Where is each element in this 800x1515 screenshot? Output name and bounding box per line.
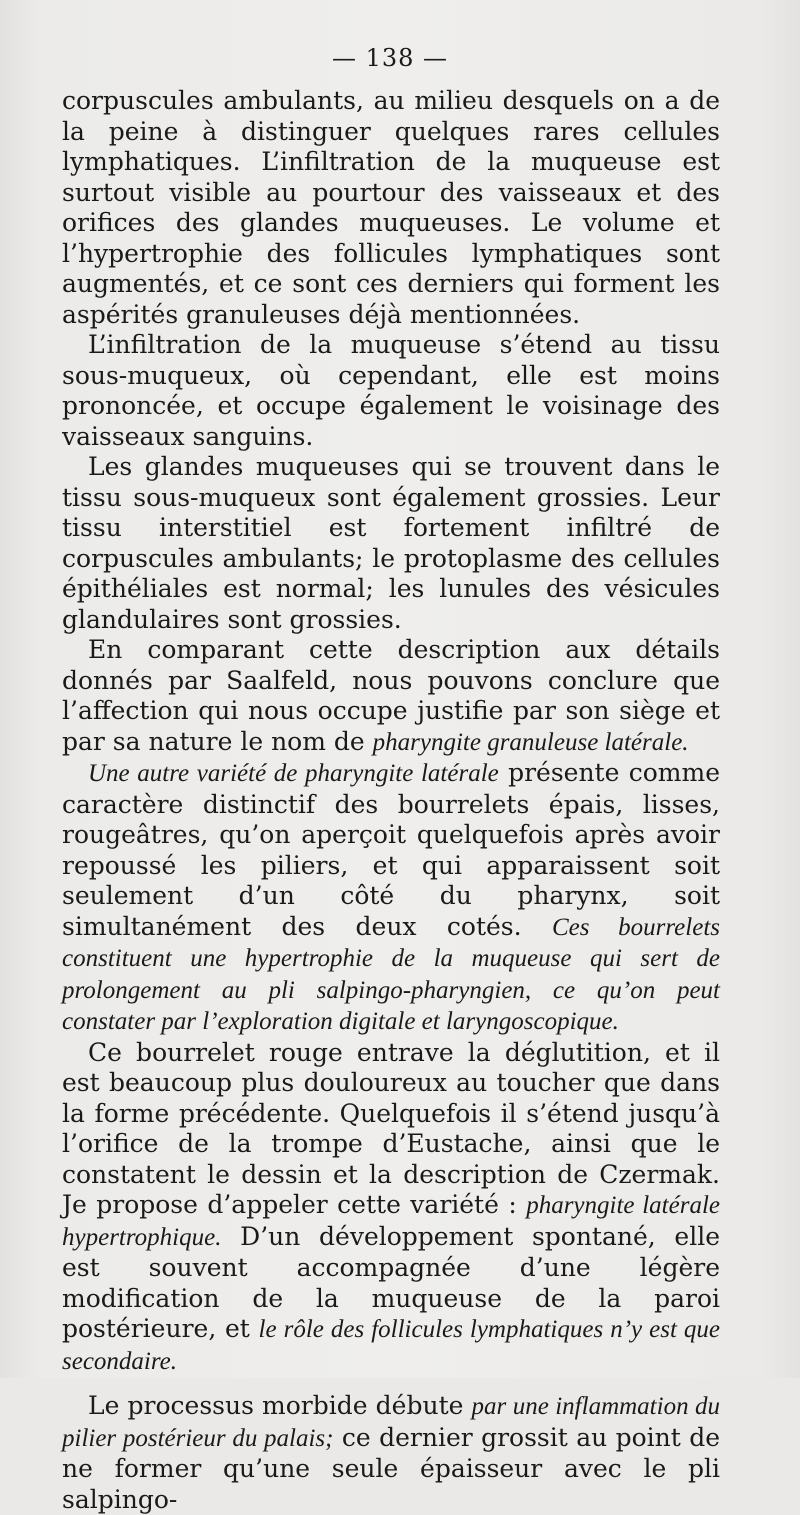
paragraph: [62, 1391, 720, 1515]
italic-text-run: Ces bourrelets constituent une hypertrophie de la muqueuse qui sert de prolongement au pli salpingo-pharyngien, ce qu’on peut constater par l’exploration digitale et laryngoscopique.: [62, 913, 720, 1035]
text-run: L’infiltration de la muqueuse s’étend au tissu sous-muqueux, où cependant, elle est moins prononcée, et occupe également le voisinage des vaisseaux sanguins.: [62, 330, 720, 451]
italic-text-run: Une autre variété de pharyngite latérale: [88, 760, 499, 787]
text-run: Le processus morbide débute: [88, 1391, 472, 1420]
paragraph: [62, 452, 720, 635]
text-run: ce dernier grossit au point de ne former qu’une seule épaisseur avec le pli salpingo-: [62, 1422, 720, 1514]
paragraph: [62, 86, 720, 330]
paragraph: [62, 1038, 720, 1378]
text-run: En comparant cette description aux détails donnés par Saalfeld, nous pouvons conclure que l’affection qui nous occupe justifie par son siège et par sa nature le nom de: [62, 635, 720, 756]
italic-text-run: le rôle des follicules lymphatiques n’y est que secondaire.: [62, 1316, 721, 1375]
text-run: Ce bourrelet rouge entrave la déglutition, et il est beaucoup plus douloureux au toucher que dans la forme précédente. Quelquefois il s’étend jusqu’à l’orifice de la trompe d’Eustache, ainsi que le constatent le dessin et la description de Czermak. Je propose d’appeler cette variété :: [62, 1037, 720, 1219]
page-number: — 138 —: [331, 44, 449, 72]
paragraph: [62, 330, 720, 452]
text-run: corpuscules ambulants, au milieu desquels on a de la peine à distinguer quelques rares cellules lymphatiques. L’infiltration de la muqueuse est surtout visible au pourtour des vaisseaux et des orifices des glandes muqueuses. Le volume et l’hypertrophie des follicules lymphatiques sont augmentés, et ce sont ces derniers qui forment les aspérités granuleuses déjà mentionnées.: [62, 86, 720, 329]
italic-text-run: pharyngite granuleuse latérale.: [372, 728, 689, 756]
paragraph: [62, 635, 720, 758]
text-run: Les glandes muqueuses qui se trouvent dans le tissu sous-muqueux sont également grossies. Leur tissu interstitiel est fortement infiltré de corpuscules ambulants; le protoplasme des cellules épithéliales est normal; les lunules des vésicules glandulaires sont grossies.: [62, 452, 720, 634]
text-run: D’un développement spontané, elle est souvent accompagnée d’une légère modification de la muqueuse de la paroi postérieure, et: [62, 1221, 720, 1343]
text-run: présente comme caractère distinctif des bourrelets épais, lisses, rougeâtres, qu’on aperçoit quelquefois après avoir repoussé les piliers, et qui apparaissent soit seulement d’un côté du pharynx, soit simultanément des deux cotés.: [62, 758, 720, 941]
italic-text-run: pharyngite latérale hypertrophique.: [62, 1192, 720, 1251]
body-text: [62, 86, 720, 1515]
paragraph: [62, 758, 720, 1038]
italic-text-run: par une inflammation du pilier postérieur du palais;: [62, 1393, 720, 1452]
